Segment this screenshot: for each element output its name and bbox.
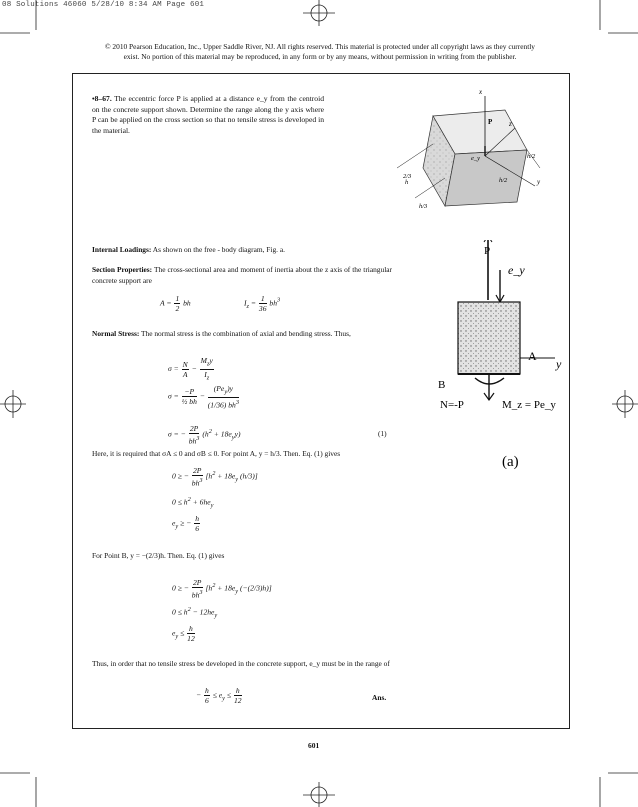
internal-loadings — [92, 244, 392, 255]
point-b-eq-1: 0 ≥ − $\frac{2P}{bh^3}$ [$h^2 + 18e_y$ (−(2/3)h)] — [172, 578, 272, 600]
inertia-equation: $I_z$ = $\frac{1}{36}$ $bh^3$ — [244, 294, 281, 313]
internal-loadings-heading: Internal Loadings: — [92, 245, 152, 254]
problem-text: The eccentric force P is applied at a distance e_y from the centroid on the concrete support shown. Determine the range along the y axis where P can be applied on the cross section so that no tensile stress is developed in the material. — [92, 94, 324, 135]
copyright-line-2: exist. No portion of this material may be reproduced, in any form or by any means, without permission in writing from the publisher. — [123, 52, 517, 61]
point-a-eq-3: $e_y$ ≥ − $\frac{h}{6}$ — [172, 514, 199, 533]
z-axis-label: z — [509, 120, 512, 128]
fbd-n-label: N=-P — [440, 399, 464, 411]
fbd-y-label: y — [556, 357, 562, 371]
point-a-condition: Here, it is required that σA ≤ 0 and σB ≤ 0. For point A, y = h/3. Then. Eq. (1) gives — [92, 449, 341, 458]
conclusion: Thus, in order that no tensile stress be developed in the concrete support, e_y must be in the range of — [92, 659, 390, 668]
problem-number: •8–67. — [92, 94, 112, 103]
fbd-caption: (a) — [502, 454, 519, 470]
internal-loadings-text: As shown on the free - body diagram, Fig. a. — [152, 245, 285, 254]
section-props-heading: Section Properties: — [92, 265, 153, 274]
normal-stress-heading: Normal Stress: — [92, 329, 140, 338]
page-number: 601 — [308, 741, 320, 750]
y-axis-label: y — [537, 178, 541, 186]
fbd-ey-label: e_y — [508, 263, 525, 277]
point-a-eq-1: 0 ≥ − $\frac{2P}{bh^3}$ [$h^2 + 18e_y$ (h/3)] — [172, 466, 258, 488]
free-body-diagram — [420, 240, 570, 470]
force-p-label: P — [488, 118, 493, 126]
ey-label: e_y — [471, 155, 481, 162]
point-b-condition: For Point B, y = −(2/3)h. Then. Eq. (1) gives — [92, 551, 225, 560]
x-axis-label: x — [479, 88, 483, 96]
equation-number: (1) — [378, 429, 387, 438]
print-slug: 08 Solutions 46060 5/28/10 8:34 AM Page 601 — [2, 1, 205, 9]
normal-stress-text: The normal stress is the combination of axial and bending stress. Thus, — [141, 329, 351, 338]
fbd-a-label: A — [528, 349, 537, 363]
support-figure — [385, 88, 560, 218]
stress-eq-1: σ = $\frac{N}{A}$ − $\frac{M_zy}{I_z}$ — [168, 356, 213, 382]
stress-eq-3: σ = − $\frac{2P}{bh^3}$ $(h^2 + 18e_yy)$ — [168, 424, 241, 446]
copyright-notice — [70, 42, 570, 62]
final-answer: − $\frac{h}{6}$ ≤ $e_y$ ≤ $\frac{h}{12}$ — [196, 686, 242, 705]
fbd-b-label: B — [438, 379, 446, 391]
stress-eq-2: σ = $\frac{-P}{\text{½ bh}}$ − $\frac{(Pe_y)y}{(1/36) bh^3}$ — [168, 384, 240, 410]
copyright-line-1: © 2010 Pearson Education, Inc., Upper Saddle River, NJ. All rights reserved. This material is protected under all copyright laws as they currently — [104, 42, 536, 51]
fbd-m-label: M_z = Pe_y — [502, 399, 556, 411]
section-properties — [92, 264, 392, 286]
fbd-p-label: P — [484, 245, 491, 257]
point-b-eq-2: $0 \le h^2 - 12he_y$ — [172, 606, 218, 620]
problem-statement — [92, 94, 324, 136]
section-props-text: The cross-sectional area and moment of inertia about the z axis of the triangular concrete support are — [92, 265, 392, 285]
point-b-eq-3: $e_y$ ≤ $\frac{h}{12}$ — [172, 624, 195, 643]
two-thirds-label: 2/3 — [403, 173, 412, 180]
area-equation: A = $\frac{1}{2}$ bh — [160, 294, 191, 313]
h-third-label: h/3 — [419, 203, 428, 210]
answer-label: Ans. — [372, 693, 387, 702]
point-a-eq-2: $0 \le h^2 + 6he_y$ — [172, 496, 214, 510]
normal-stress — [92, 328, 392, 339]
h-label: h — [405, 179, 409, 186]
h-half-label-1: h/2 — [527, 153, 536, 160]
h-half-label-2: h/2 — [499, 177, 508, 184]
